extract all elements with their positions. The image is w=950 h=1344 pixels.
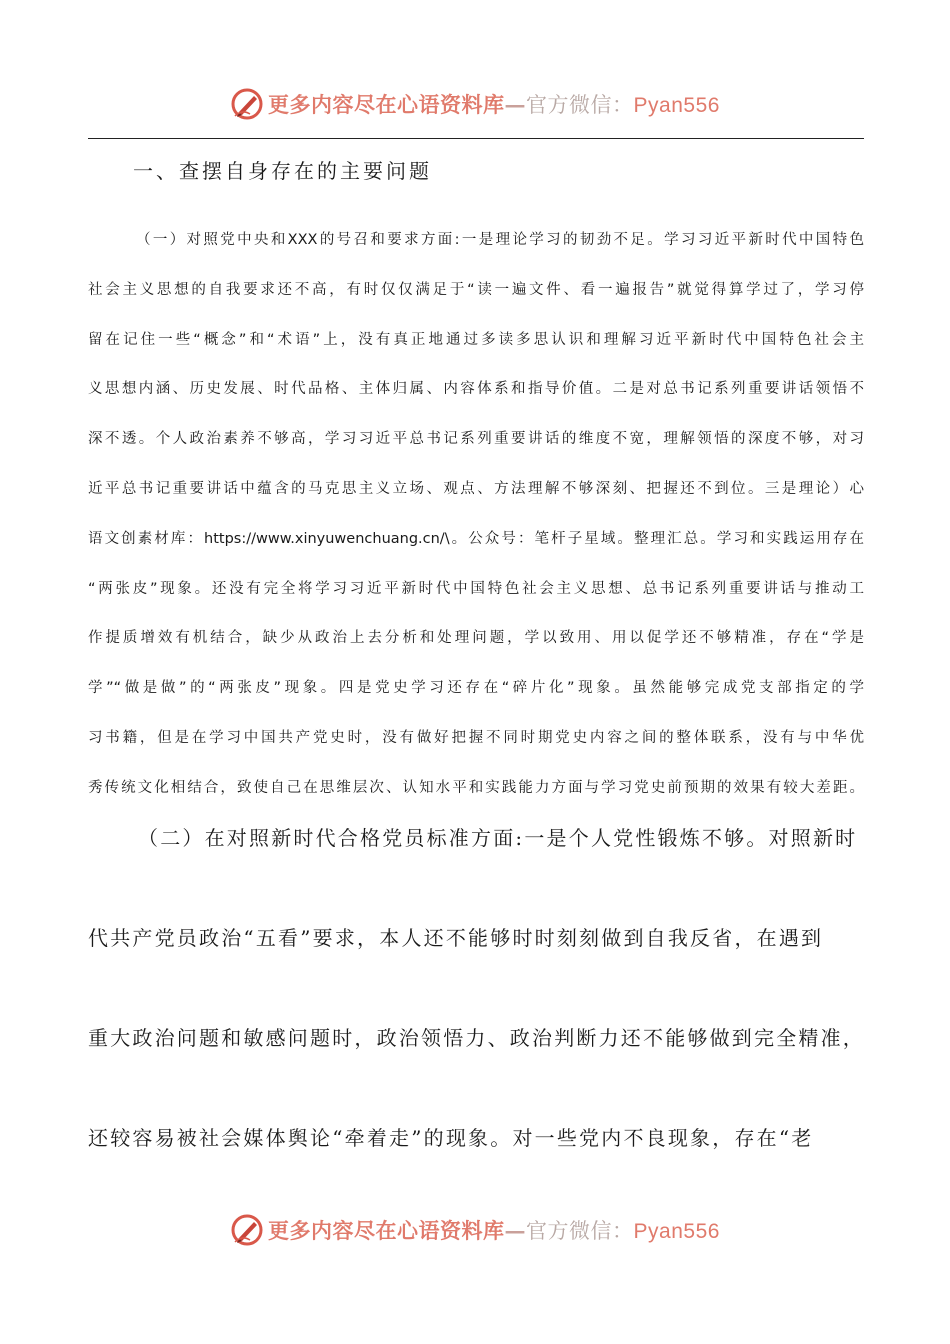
header-divider [88, 138, 864, 139]
watermark-text [268, 89, 720, 119]
pen-logo-icon [230, 1213, 264, 1247]
watermark-banner-top [0, 82, 950, 126]
watermark-wechat-label: 官方微信： [526, 93, 634, 117]
pen-logo-icon [230, 87, 264, 121]
paragraph-2 [88, 816, 864, 1216]
paragraph-2-line: （二）在对照新时代合格党员标准方面:一是个人党性锻炼不够。对照新时 [138, 826, 858, 850]
paragraph-1-line: 秀传统文化相结合，致使自己在思维层次、认知水平和实践能力方面与学习党史前预期的效果有较大差距。 [88, 779, 864, 796]
watermark-wechat-id: Pyan556 [633, 1220, 720, 1243]
paragraph-2-line: 代共产党员政治“五看”要求，本人还不能够时时刻刻做到自我反省，在遇到 [88, 926, 824, 950]
paragraph-1-line: 义思想内涵、历史发展、时代品格、主体归属、内容体系和指导价值。二是对总书记系列重要讲话领悟不 [88, 381, 864, 398]
paragraph-1 [88, 216, 864, 814]
watermark-wechat-id: Pyan556 [633, 94, 720, 117]
paragraph-1-line: 深不透。个人政治素养不够高，学习习近平总书记系列重要讲话的维度不宽，理解领悟的深度不够，对习 [88, 431, 864, 448]
watermark-text [268, 1215, 720, 1245]
paragraph-1-line: 习书籍，但是在学习中国共产党史时，没有做好把握不同时期党史内容之间的整体联系，没有与中华优 [88, 729, 864, 746]
paragraph-2-line: 重大政治问题和敏感问题时，政治领悟力、政治判断力还不能够做到完全精准， [88, 1026, 865, 1050]
paragraph-1-line: 作提质增效有机结合，缺少从政治上去分析和处理问题，学以致用、用以促学还不够精准，存在“学是 [88, 630, 864, 647]
paragraph-1-line: 留在记住一些“概念”和“术语”上，没有真正地通过多读多思认识和理解习近平新时代中国特色社会主 [88, 331, 864, 348]
watermark-dash: — [504, 92, 527, 117]
watermark-library-name: 更多内容尽在心语资料库 [268, 1218, 505, 1243]
watermark-library-name: 更多内容尽在心语资料库 [268, 92, 505, 117]
paragraph-1-line: （一）对照党中央和XXX的号召和要求方面:一是理论学习的韧劲不足。学习习近平新时代中国特色 [136, 232, 864, 248]
watermark-wechat-label: 官方微信： [526, 1219, 634, 1243]
paragraph-1-line: 学”“做是做”的“两张皮”现象。四是党史学习还存在“碎片化”现象。虽然能够完成党支部指定的学 [88, 680, 864, 697]
paragraph-1-line: 社会主义思想的自我要求还不高，有时仅仅满足于“读一遍文件、看一遍报告”就觉得算学过了，学习停 [88, 281, 864, 298]
paragraph-2-line: 还较容易被社会媒体舆论“牵着走”的现象。对一些党内不良现象，存在“老 [88, 1126, 814, 1150]
section-title: 一、查摆自身存在的主要问题 [133, 159, 432, 183]
watermark-banner-bottom [0, 1208, 950, 1252]
paragraph-1-line: 近平总书记重要讲话中蕴含的马克思主义立场、观点、方法理解不够深刻、把握还不到位。三是理论）心 [88, 480, 864, 497]
paragraph-1-line: 语文创素材库：https://www.xinyuwenchuang.cn/\。公众号：笔杆子星域。整理汇总。学习和实践运用存在 [88, 530, 864, 547]
watermark-dash: — [504, 1218, 527, 1243]
paragraph-1-line: “两张皮”现象。还没有完全将学习习近平新时代中国特色社会主义思想、总书记系列重要讲话与推动工 [88, 580, 864, 597]
